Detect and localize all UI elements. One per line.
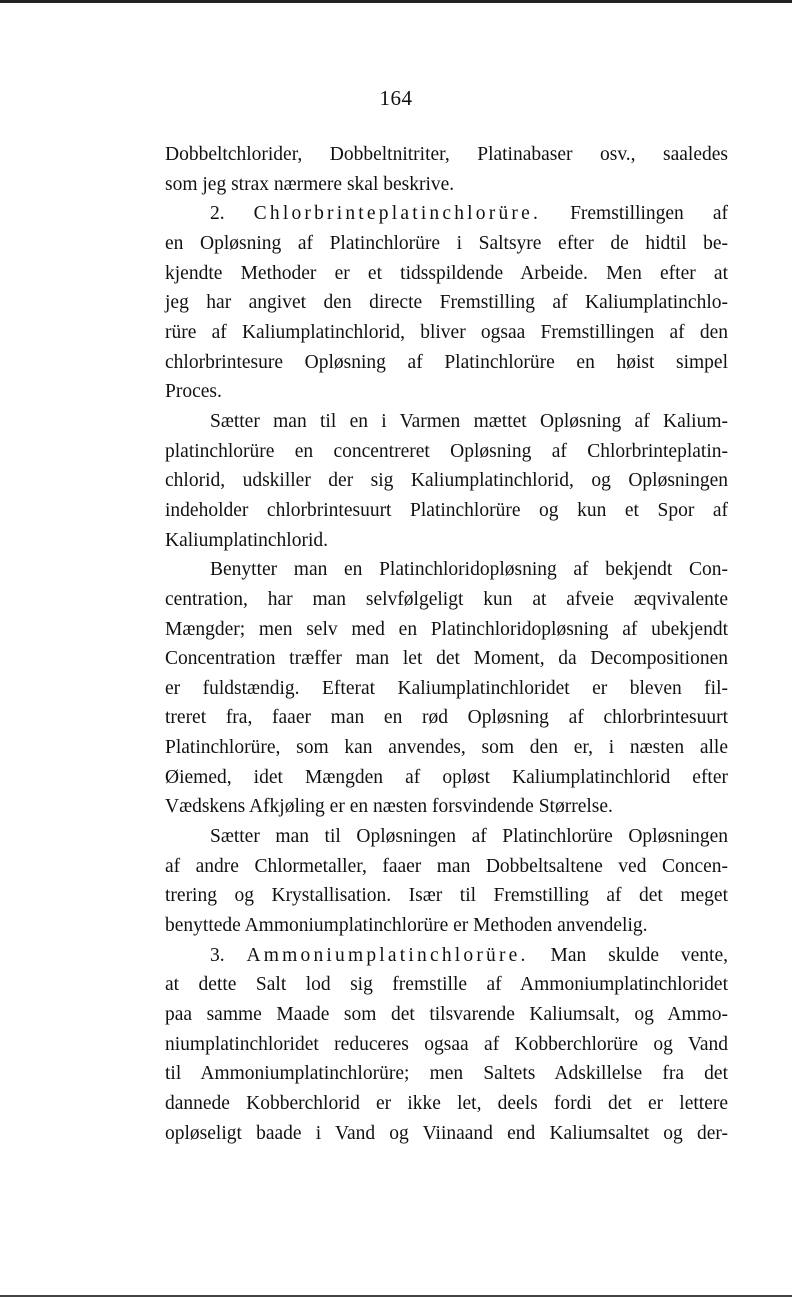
text-line: af andre Chlormetaller, faaer man Dobbeltsaltene ved Concen- xyxy=(165,855,728,877)
text-line: som jeg strax nærmere skal beskrive. xyxy=(165,173,455,195)
text-line: indeholder chlorbrintesuurt Platinchlorüre og kun et Spor af xyxy=(165,499,728,521)
section-number: 2. xyxy=(210,203,254,225)
text-line: Sætter man til en i Varmen mættet Opløsning af Kalium- xyxy=(210,410,728,432)
text-line: Sætter man til Opløsningen af Platinchlorüre Opløsningen xyxy=(210,826,728,848)
text-line xyxy=(165,941,728,971)
text-line: platinchlorüre en concentreret Opløsning af Chlorbrinteplatin- xyxy=(165,440,728,462)
text-line: til Ammoniumplatinchlorüre; men Saltets Adskillelse fra det xyxy=(165,1063,728,1085)
text-line: jeg har angivet den directe Fremstilling af Kaliumplatinchlo- xyxy=(165,292,728,314)
text-line: niumplatinchloridet reduceres ogsaa af Kobberchlorüre og Vand xyxy=(165,1033,728,1055)
text-line: trering og Krystallisation. Især til Fremstilling af det meget xyxy=(165,885,728,907)
page-number: 164 xyxy=(379,86,413,110)
section-heading: Chlorbrinteplatinchlorüre. xyxy=(253,203,542,225)
text-line: Proces. xyxy=(165,381,222,403)
section-heading: Ammoniumplatinchlorüre. xyxy=(246,944,529,966)
text-line: paa samme Maade som det tilsvarende Kaliumsalt, og Ammo- xyxy=(165,1004,728,1026)
text-line: centration, har man selvfølgeligt kun at afveie æqvivalente xyxy=(165,588,728,610)
text-line: benyttede Ammoniumplatinchlorüre er Methoden anvendelig. xyxy=(165,915,648,937)
text-line: Dobbeltchlorider, Dobbeltnitriter, Platinabaser osv., saaledes xyxy=(165,144,728,165)
line-text: Man skulde vente, xyxy=(528,944,728,966)
text-line: Benytter man en Platinchloridopløsning af bekjendt Con- xyxy=(210,559,728,581)
text-line: dannede Kobberchlorid er ikke let, deels fordi det er lettere xyxy=(165,1093,728,1114)
text-line: Øiemed, idet Mængden af opløst Kaliumplatinchlorid efter xyxy=(165,766,728,788)
body-text xyxy=(165,140,728,1148)
text-line: en Opløsning af Platinchlorüre i Saltsyre efter de hidtil be- xyxy=(165,232,728,254)
text-line: chlorid, udskiller der sig Kaliumplatinchlorid, og Opløsningen xyxy=(165,470,728,492)
text-line xyxy=(165,199,728,229)
text-line: rüre af Kaliumplatinchlorid, bliver ogsaa Fremstillingen af den xyxy=(165,321,728,343)
text-line: er fuldstændig. Efterat Kaliumplatinchloridet er bleven fil- xyxy=(165,677,728,699)
text-line: opløseligt baade i Vand og Viinaand end Kaliumsaltet og der- xyxy=(165,1122,728,1144)
text-line: treret fra, faaer man en rød Opløsning af chlorbrintesuurt xyxy=(165,707,728,729)
line-text: Fremstillingen af xyxy=(541,203,728,225)
text-line: chlorbrintesure Opløsning af Platinchlorüre en høist simpel xyxy=(165,351,728,373)
text-line: Mængder; men selv med en Platinchloridopløsning af ubekjendt xyxy=(165,618,728,640)
text-line: Platinchlorüre, som kan anvendes, som den er, i næsten alle xyxy=(165,737,728,759)
text-line: Vædskens Afkjøling er en næsten forsvindende Størrelse. xyxy=(165,796,613,818)
text-line: Concentration træffer man let det Moment, da Decompositionen xyxy=(165,648,728,670)
text-line: Kaliumplatinchlorid. xyxy=(165,529,329,551)
text-line: kjendte Methoder er et tidsspildende Arbeide. Men efter at xyxy=(165,262,728,284)
section-number: 3. xyxy=(210,944,247,966)
top-border-rule xyxy=(0,0,792,3)
text-line: at dette Salt lod sig fremstille af Ammoniumplatinchloridet xyxy=(165,974,728,996)
